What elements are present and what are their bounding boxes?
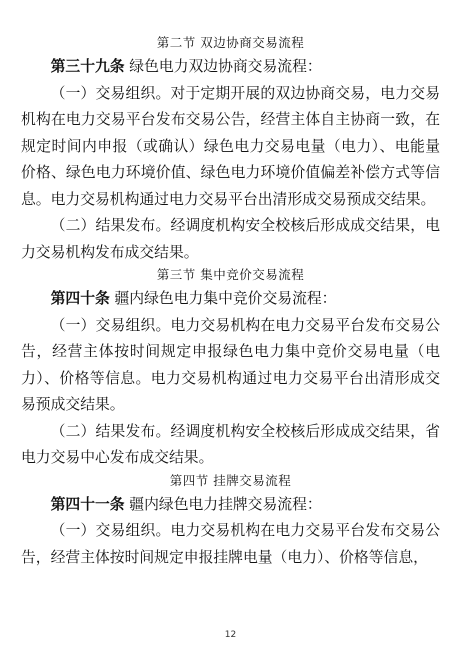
body-paragraph: （二）结果发布。经调度机构安全校核后形成成交结果，省电力交易中心发布成交结果。: [21, 422, 440, 466]
section-title: 第三节 集中竞价交易流程: [156, 267, 305, 282]
body-paragraph: （二）结果发布。经调度机构安全校核后形成成交结果，电力交易机构发布成交结果。: [21, 217, 440, 261]
body-paragraph: （一）交易组织。对于定期开展的双边协商交易，电力交易机构在电力交易平台发布交易公告，经营主体自主协商一致，在规定时间内申报（或确认）绿色电力交易电量（电力）、电能量价格、绿色电力环境价值、绿色电力环境价值偏差补偿方式等信息。电力交易机构通过电力交易平台出清形成交易预成交结果。: [21, 84, 440, 208]
article-number: 第四十条: [50, 290, 110, 307]
article-paragraph: [21, 54, 440, 81]
article-heading: 疆内绿色电力挂牌交易流程：: [124, 495, 322, 513]
article-heading: 绿色电力双边协商交易流程：: [124, 58, 322, 75]
article-number: 第四十一条: [50, 495, 125, 513]
page-number: 12: [224, 630, 237, 640]
article-heading: 疆内绿色电力集中竞价交易流程：: [109, 290, 337, 307]
article-number: 第三十九条: [50, 58, 125, 75]
article-paragraph: [21, 492, 440, 519]
section-title: 第四节 挂牌交易流程: [169, 472, 292, 488]
body-paragraph: （一）交易组织。电力交易机构在电力交易平台发布交易公告，经营主体按时间规定申报挂牌电量（电力）、价格等信息，: [21, 522, 440, 566]
section-title: 第二节 双边协商交易流程: [156, 35, 305, 50]
article-paragraph: [21, 286, 440, 313]
body-paragraph: （一）交易组织。电力交易机构在电力交易平台发布交易公告，经营主体按时间规定申报绿色电力集中竞价交易电量（电力）、价格等信息。电力交易机构通过电力交易平台出清形成交易预成交结果。: [21, 316, 440, 413]
